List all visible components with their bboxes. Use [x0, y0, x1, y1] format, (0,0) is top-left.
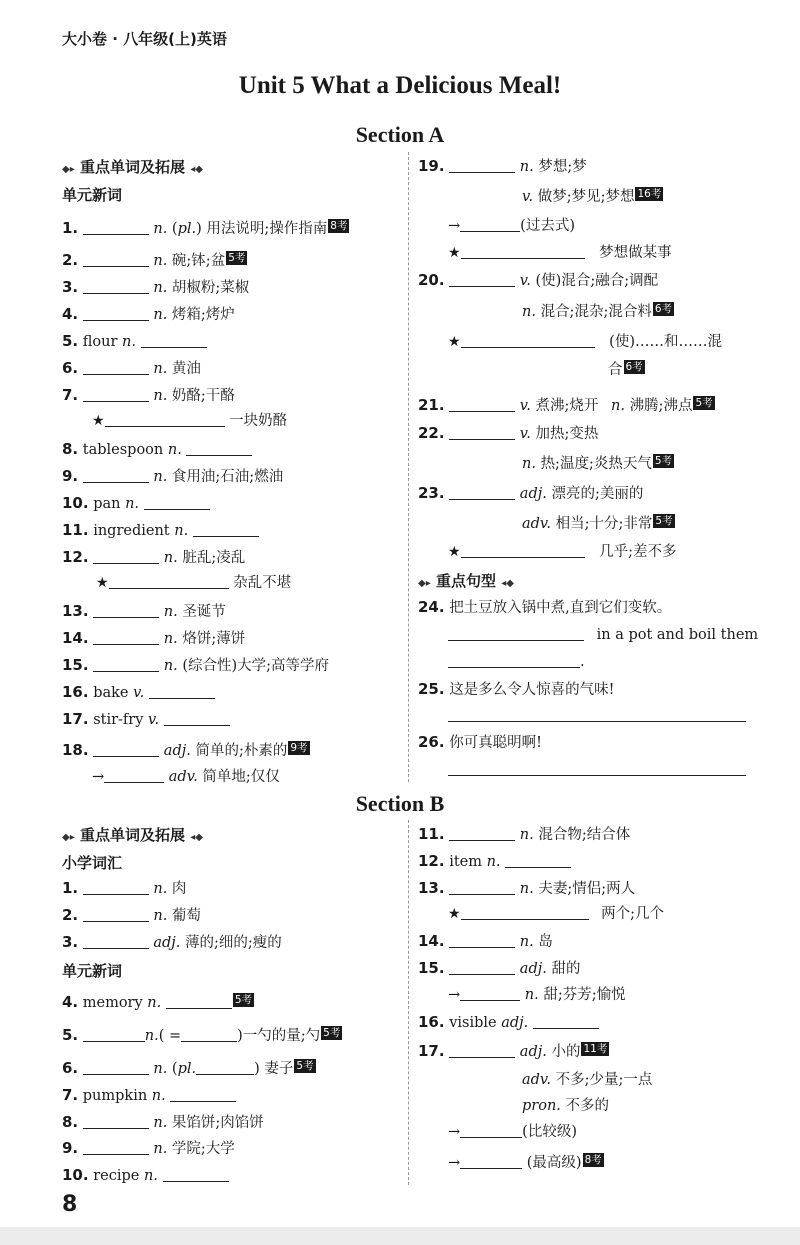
answer-blank[interactable]	[193, 522, 259, 537]
answer-blank[interactable]	[83, 1114, 149, 1129]
item-a7: 7. n. 奶酪;干酪	[62, 386, 235, 404]
answer-blank[interactable]	[83, 468, 149, 483]
item-b13-phrase: ★ 两个;几个	[448, 906, 665, 922]
sentence-heading: ◆▸ 重点句型 ◂◆	[418, 572, 514, 590]
item-a2: 2. n. 碗;钵;盆 5考	[62, 251, 246, 269]
item-b11: 11. n. 混合物;结合体	[418, 825, 631, 843]
answer-blank[interactable]	[83, 907, 149, 922]
answer-blank[interactable]	[449, 272, 515, 287]
answer-blank[interactable]	[105, 412, 225, 427]
answer-blank[interactable]	[83, 220, 149, 235]
item-a1: 1. n. (pl.) 用法说明;操作指南 8考	[62, 219, 348, 237]
answer-blank[interactable]	[141, 333, 207, 348]
item-b6: 6. n. (pl. ) 妻子 5考	[62, 1059, 314, 1077]
answer-blank[interactable]	[181, 1027, 237, 1042]
answer-blank[interactable]	[170, 1087, 236, 1102]
item-a11: 11. ingredient n.	[62, 520, 259, 541]
answer-blank[interactable]	[449, 485, 515, 500]
answer-blank[interactable]	[505, 853, 571, 868]
item-a19: 19. n. 梦想;梦	[418, 157, 587, 175]
answer-blank[interactable]	[109, 574, 229, 589]
answer-blank[interactable]	[93, 630, 159, 645]
item-a16: 16. bake v.	[62, 682, 215, 703]
answer-blank[interactable]	[83, 279, 149, 294]
item-b17-comparative: → (比较级)	[448, 1124, 577, 1140]
exam-badge: 5考	[228, 252, 246, 264]
item-b17: 17. adj. 小的 11考	[418, 1042, 608, 1060]
item-b13: 13. n. 夫妻;情侣;两人	[418, 879, 636, 897]
item-b17-superlative: → (最高级) 8考	[448, 1154, 602, 1171]
exam-badge: 5考	[695, 397, 713, 409]
item-a8: 8. tablespoon n.	[62, 439, 252, 460]
answer-blank[interactable]	[149, 684, 215, 699]
answer-blank[interactable]	[196, 1060, 254, 1075]
item-b12: 12. item n.	[418, 851, 571, 872]
item-b15-derive: → n. 甜;芬芳;愉悦	[448, 987, 626, 1003]
answer-line-25[interactable]	[448, 721, 746, 722]
item-b3: 3. adj. 薄的;细的;瘦的	[62, 933, 282, 951]
arrow-icon: →	[448, 218, 461, 234]
answer-blank[interactable]	[93, 657, 159, 672]
item-b2: 2. n. 葡萄	[62, 906, 201, 924]
exam-badge: 9考	[290, 742, 308, 754]
item-a15: 15. n. (综合性)大学;高等学府	[62, 656, 330, 674]
item-a19-phrase: ★ 梦想做某事	[448, 245, 672, 261]
item-a9: 9. n. 食用油;石油;燃油	[62, 467, 284, 485]
book-header: 大小卷 · 八年级(上)英语	[62, 30, 227, 48]
new-words-label: 单元新词	[62, 962, 123, 980]
section-b-title: Section B	[355, 791, 445, 816]
item-a22-noun: n. 热;温度;炎热天气 5考	[522, 455, 673, 472]
star-icon: ★	[96, 575, 109, 591]
item-b4: 4. memory n. 5考	[62, 993, 253, 1011]
star-icon: ★	[448, 245, 461, 261]
answer-blank[interactable]	[164, 711, 230, 726]
exam-badge: 5考	[323, 1027, 341, 1039]
exam-badge: 5考	[234, 994, 253, 1006]
answer-blank[interactable]	[144, 495, 210, 510]
item-a12-phrase: ★ 杂乱不堪	[96, 575, 292, 591]
item-a18: 18. adj. 简单的;朴素的 9考	[62, 741, 308, 759]
answer-blank[interactable]	[533, 1014, 599, 1029]
answer-blank[interactable]	[186, 441, 252, 456]
primary-words-label: 小学词汇	[62, 854, 123, 872]
answer-blank[interactable]	[448, 653, 580, 668]
sentence-25: 25. 这是多么令人惊喜的气味!	[418, 680, 615, 698]
item-a19-verb: v. 做梦;梦见;梦想 16考	[522, 188, 662, 205]
item-b9: 9. n. 学院;大学	[62, 1139, 235, 1157]
item-a10: 10. pan n.	[62, 493, 210, 514]
answer-blank[interactable]	[163, 1167, 229, 1182]
footer-bar	[0, 1227, 800, 1245]
arrow-icon: →	[448, 1124, 461, 1140]
item-a18-derive: → adv. 简单地;仅仅	[92, 769, 280, 785]
item-a20: 20. v. (使)混合;融合;调配	[418, 271, 659, 289]
answer-blank[interactable]	[83, 306, 149, 321]
answer-blank[interactable]	[461, 244, 585, 259]
item-a23: 23. adj. 漂亮的;美丽的	[418, 484, 644, 502]
answer-blank[interactable]	[461, 905, 589, 920]
star-icon: ★	[448, 906, 461, 922]
item-b15: 15. adj. 甜的	[418, 959, 581, 977]
answer-blank[interactable]	[83, 252, 149, 267]
exam-badge: 8考	[330, 220, 348, 232]
item-b10: 10. recipe n.	[62, 1165, 229, 1186]
answer-blank[interactable]	[460, 1154, 522, 1169]
arrow-icon: →	[92, 769, 105, 785]
item-a23-phrase: ★ 几乎;差不多	[448, 544, 677, 560]
item-b5: 5. n.( = )一勺的量;勺 5考	[62, 1026, 341, 1044]
vocab-heading: ◆▸ 重点单词及拓展 ◂◆	[62, 158, 203, 176]
answer-blank[interactable]	[461, 333, 595, 348]
vocab-heading: ◆▸ 重点单词及拓展 ◂◆	[62, 826, 203, 844]
answer-blank[interactable]	[83, 1027, 145, 1042]
exam-badge: 16考	[637, 188, 662, 200]
exam-badge: 6考	[654, 303, 673, 315]
answer-blank[interactable]	[83, 934, 149, 949]
item-a20-phrase-cont: 合 6考	[608, 361, 643, 378]
answer-blank[interactable]	[449, 933, 515, 948]
answer-blank[interactable]	[449, 425, 515, 440]
arrow-icon: →	[448, 1155, 461, 1171]
answer-blank[interactable]	[461, 543, 585, 558]
item-a6: 6. n. 黄油	[62, 359, 201, 377]
item-b1: 1. n. 肉	[62, 879, 187, 897]
exam-badge: 5考	[654, 455, 673, 467]
unit-title: Unit 5 What a Delicious Meal!	[238, 72, 562, 99]
item-a23-adv: adv. 相当;十分;非常 5考	[522, 515, 673, 532]
item-a21: 21. v. 煮沸;烧开 n. 沸腾;沸点 5考	[418, 396, 713, 414]
exam-badge: 6考	[625, 361, 643, 373]
item-a5: 5. flour n.	[62, 331, 207, 352]
answer-blank[interactable]	[449, 1043, 515, 1058]
exam-badge: 5考	[655, 515, 673, 527]
answer-blank[interactable]	[449, 826, 515, 841]
answer-blank[interactable]	[449, 158, 515, 173]
answer-blank[interactable]	[83, 1060, 149, 1075]
page-number: 8	[62, 1192, 78, 1217]
answer-blank[interactable]	[449, 880, 515, 895]
item-b14: 14. n. 岛	[418, 932, 553, 950]
exam-badge: 8考	[584, 1154, 602, 1166]
sentence-24-en-2: .	[448, 652, 585, 672]
item-b17-adv: adv. 不多;少量;一点	[522, 1072, 653, 1088]
item-a17: 17. stir-fry v.	[62, 709, 230, 730]
sentence-24-en: in a pot and boil them	[448, 625, 758, 645]
answer-blank[interactable]	[83, 387, 149, 402]
answer-blank[interactable]	[449, 397, 515, 412]
answer-blank[interactable]	[460, 217, 520, 232]
answer-blank[interactable]	[83, 360, 149, 375]
item-a3: 3. n. 胡椒粉;菜椒	[62, 278, 250, 296]
section-a-title: Section A	[355, 122, 445, 147]
arrow-icon: →	[448, 987, 461, 1003]
answer-blank[interactable]	[460, 986, 520, 1001]
answer-blank[interactable]	[449, 960, 515, 975]
answer-blank[interactable]	[460, 1123, 522, 1138]
item-a20-phrase: ★ (使)……和……混	[448, 334, 722, 350]
item-b8: 8. n. 果馅饼;肉馅饼	[62, 1113, 264, 1131]
sentence-26: 26. 你可真聪明啊!	[418, 733, 543, 751]
item-a20-noun: n. 混合;混杂;混合料 6考	[522, 303, 673, 320]
sentence-24: 24. 把土豆放入锅中煮,直到它们变软。	[418, 598, 672, 616]
answer-blank[interactable]	[83, 1140, 149, 1155]
star-icon: ★	[448, 334, 461, 350]
answer-line-26[interactable]	[448, 775, 746, 776]
column-divider	[408, 820, 409, 1185]
exam-badge: 5考	[296, 1060, 314, 1072]
exam-badge: 11考	[583, 1043, 608, 1055]
answer-blank[interactable]	[93, 549, 159, 564]
item-a7-phrase: ★ 一块奶酪	[92, 413, 288, 429]
new-words-label: 单元新词	[62, 186, 123, 204]
answer-blank[interactable]	[93, 742, 159, 757]
answer-blank[interactable]	[93, 603, 159, 618]
star-icon: ★	[448, 544, 461, 560]
item-b17-pron: pron. 不多的	[522, 1098, 610, 1114]
item-a12: 12. n. 脏乱;凌乱	[62, 548, 246, 566]
answer-blank[interactable]	[448, 626, 584, 641]
item-b7: 7. pumpkin n.	[62, 1085, 236, 1106]
star-icon: ★	[92, 413, 105, 429]
item-a19-past: → (过去式)	[448, 218, 575, 234]
item-a22: 22. v. 加热;变热	[418, 424, 599, 442]
item-b16: 16. visible adj.	[418, 1012, 599, 1033]
item-a13: 13. n. 圣诞节	[62, 602, 226, 620]
item-a4: 4. n. 烤箱;烤炉	[62, 305, 235, 323]
answer-blank[interactable]	[166, 994, 232, 1009]
answer-blank[interactable]	[104, 768, 164, 783]
column-divider	[408, 152, 409, 782]
answer-blank[interactable]	[83, 880, 149, 895]
item-a14: 14. n. 烙饼;薄饼	[62, 629, 246, 647]
